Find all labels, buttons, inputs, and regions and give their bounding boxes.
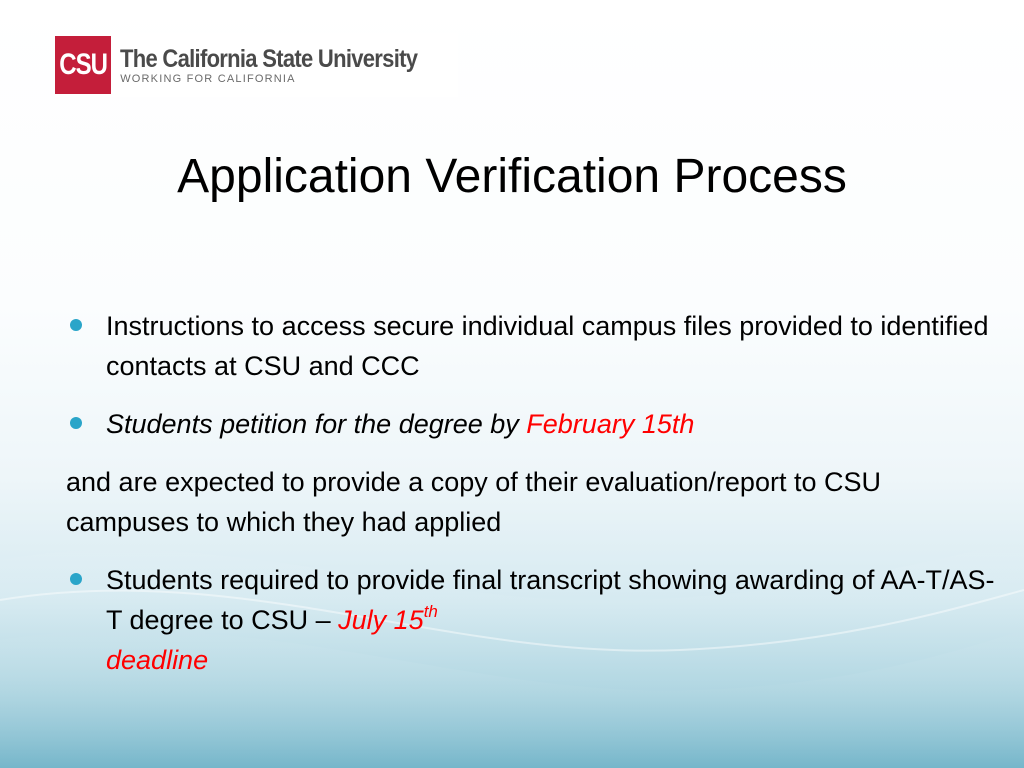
petition-deadline: February 15th [526,409,695,439]
transcript-deadline-suffix: th [423,602,438,621]
csu-logo-mark [55,36,111,94]
bullet-icon [70,417,82,429]
csu-logo [55,33,458,97]
transcript-deadline-word: deadline [106,645,209,675]
paragraph-evaluation-report: and are expected to provide a copy of their evaluation/report to CSU campuses to which they had applied [66,467,881,537]
slide-title: Application Verification Process [177,150,847,203]
slide-content [66,306,996,698]
bullet-item-final-transcript [66,560,996,680]
bullet-text: Students required to provide final transcript showing awarding of AA-T/AS-T degree to CSU – [106,565,995,635]
bullet-text: Instructions to access secure individual campus files provided to identified contacts at CSU and CCC [106,311,989,381]
bullet-icon [70,319,82,331]
bullet-item-petition [66,404,996,444]
bullet-text: Students petition for the degree by [106,409,527,439]
bullet-item-secure-files [66,306,996,386]
csu-logo-wordmark [120,45,458,86]
csu-logo-name: The California State University [120,44,418,73]
bullet-icon [70,573,82,585]
csu-logo-mark-text: CSU [59,47,107,82]
transcript-deadline-date: July 15 [338,605,424,635]
csu-logo-tagline: WORKING FOR CALIFORNIA [120,72,296,85]
